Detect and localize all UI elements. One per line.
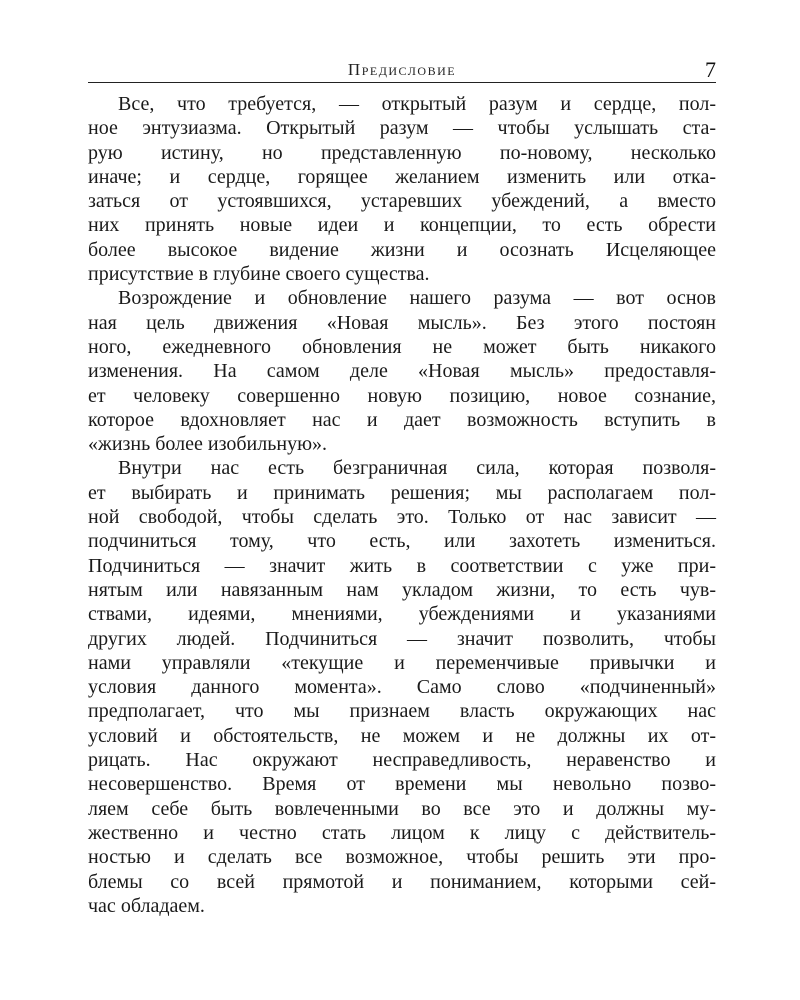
- paragraph-2: [88, 286, 716, 456]
- text-line: ное энтузиазма. Открытый разум — чтобы услышать ста-: [88, 117, 716, 140]
- text-line: ляем себе быть вовлеченными во все это и должны му-: [88, 797, 716, 820]
- text-line: рицать. Нас окружают несправедливость, неравенство и: [88, 749, 716, 772]
- text-line: которое вдохновляет нас и дает возможность вступить в: [88, 408, 716, 431]
- text-line: Внутри нас есть безграничная сила, которая позволя-: [118, 457, 716, 480]
- text-line: них принять новые идеи и концепции, то есть обрести: [88, 214, 716, 237]
- text-line: Подчиниться — значит жить в соответствии с уже при-: [88, 554, 716, 577]
- text-line: ет выбирать и принимать решения; мы располагаем пол-: [88, 481, 716, 504]
- text-line: Возрождение и обновление нашего разума — вот основ: [118, 287, 716, 310]
- text-line: нами управляли «текущие и переменчивые привычки и: [88, 651, 716, 674]
- text-line: изменения. На самом деле «Новая мысль» предоставля-: [88, 360, 716, 383]
- text-line: Все, что требуется, — открытый разум и сердце, пол-: [118, 93, 716, 115]
- page-number: 7: [705, 57, 716, 82]
- text-line: ного, ежедневного обновления не может быть никакого: [88, 335, 716, 358]
- text-line: ной свободой, чтобы сделать это. Только от нас зависит —: [88, 506, 716, 529]
- text-line: «жизнь более изобильную».: [88, 433, 328, 456]
- text-line: нятым или навязанным нам укладом жизни, то есть чув-: [88, 578, 716, 601]
- text-line: ностью и сделать все возможное, чтобы решить эти про-: [88, 846, 716, 869]
- body-text: [88, 92, 716, 918]
- text-line: присутствие в глубине своего существа.: [88, 263, 430, 286]
- text-line: других людей. Подчиниться — значит позволить, чтобы: [88, 627, 716, 650]
- text-line: ная цель движения «Новая мысль». Без этого постоян: [88, 311, 716, 334]
- text-line: условия данного момента». Само слово «подчиненный»: [88, 676, 716, 699]
- text-line: блемы со всей прямотой и пониманием, которыми сей-: [88, 870, 716, 893]
- text-line: жественно и честно стать лицом к лицу с действитель-: [88, 821, 716, 844]
- paragraph-1: [88, 92, 716, 286]
- running-head: [88, 58, 716, 82]
- text-line: час обладаем.: [88, 894, 205, 917]
- text-line: условий и обстоятельств, не можем и не должны их от-: [88, 724, 716, 747]
- paragraph-3: [88, 456, 716, 918]
- text-line: рую истину, но представленную по-новому, несколько: [88, 141, 716, 164]
- text-line: иначе; и сердце, горящее желанием изменить или отка-: [88, 165, 716, 188]
- text-line: несовершенство. Время от времени мы невольно позво-: [88, 773, 716, 796]
- text-line: более высокое видение жизни и осознать Исцеляющее: [88, 238, 716, 261]
- header-rule: [88, 82, 716, 83]
- text-line: ет человеку совершенно новую позицию, новое сознание,: [88, 384, 716, 407]
- text-line: предполагает, что мы признаем власть окружающих нас: [88, 700, 716, 723]
- text-line: подчиниться тому, что есть, или захотеть измениться.: [88, 530, 716, 553]
- text-line: ствами, идеями, мнениями, убеждениями и указаниями: [88, 603, 716, 626]
- text-line: заться от устоявшихся, устаревших убеждений, а вместо: [88, 190, 716, 213]
- chapter-title: Предисловие: [347, 60, 457, 79]
